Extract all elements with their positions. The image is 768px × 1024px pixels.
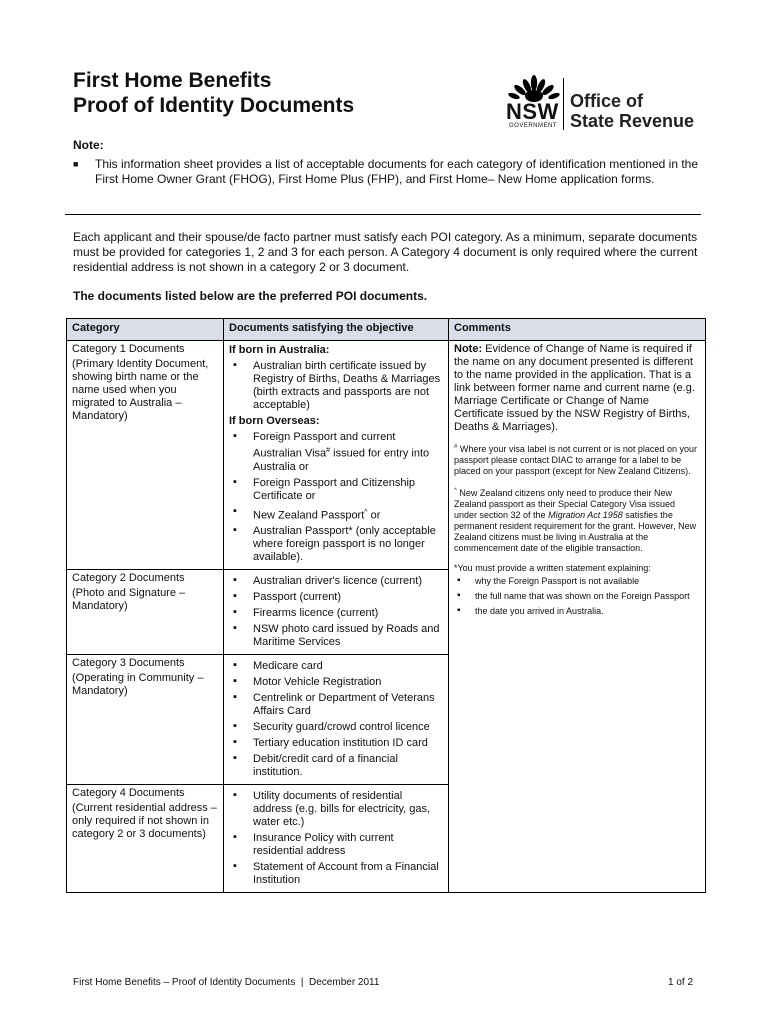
category-2-desc: (Photo and Signature – Mandatory): [72, 587, 186, 613]
preferred-heading: The documents listed below are the preferred POI documents.: [73, 289, 428, 303]
category-2-cell: [67, 570, 224, 655]
comments-cell: [449, 341, 706, 893]
list-item: ▪ Medicare card: [229, 660, 443, 673]
footer-title: First Home Benefits – Proof of Identity Documents | December 2011: [73, 977, 380, 988]
title-line-1: First Home Benefits: [73, 69, 272, 92]
page-number: 1 of 2: [668, 977, 694, 988]
list-item: ▪ the date you arrived in Australia.: [454, 606, 700, 617]
table-header-row: [67, 319, 706, 341]
nsw-osr-logo: [506, 74, 706, 134]
poi-table: [66, 318, 706, 893]
category-2-name: Category 2 Documents: [72, 572, 185, 585]
list-item: ▪ Passport (current): [229, 591, 443, 604]
category-3-docs: [224, 655, 449, 785]
category-4-desc: (Current residential address – only required if not shown in category 2 or 3 documents): [72, 802, 217, 841]
note-text: This information sheet provides a list of acceptable documents for each category of identification mentioned in the First Home Owner Grant (FHOG), First Home Plus (FHP), and First Home– New Home application forms.: [95, 157, 699, 186]
statement-note: *You must provide a written statement explaining:: [454, 563, 651, 573]
category-1-docs: [224, 341, 449, 570]
title-line-2: Proof of Identity Documents: [73, 94, 355, 117]
intro-paragraph: Each applicant and their spouse/de facto partner must satisfy each POI category. As a minimum, separate documents must be provided for categories 1, 2 and 3 for each person. A Category 4 document is only required where the current residential address is not shown in a category 2 or 3 document.: [73, 230, 698, 274]
visa-note: # Where your visa label is not current or is not placed on your passport please contact DIAC to arrange for a label to be placed on your passport (except for New Zealand Citizens).: [454, 444, 697, 476]
category-2-docs: [224, 570, 449, 655]
category-4-name: Category 4 Documents: [72, 787, 185, 800]
category-3-name: Category 3 Documents: [72, 657, 185, 670]
list-item: ▪ Statement of Account from a Financial Institution: [229, 861, 443, 887]
born-australia-heading: If born in Australia:: [229, 344, 330, 356]
bullet-square-icon: ■: [73, 159, 79, 169]
logo-nsw-text: NSW: [506, 99, 559, 124]
category-4-docs: [224, 785, 449, 893]
list-item: ▪ Firearms licence (current): [229, 607, 443, 620]
note-item: [73, 157, 713, 187]
list-item: ▪ New Zealand Passport^ or: [229, 506, 443, 523]
born-overseas-heading: If born Overseas:: [229, 415, 320, 427]
header-documents: Documents satisfying the objective: [224, 319, 449, 341]
change-of-name-note: Note: Evidence of Change of Name is required if the name on any document presented is different to the name provided in the application. That is a link between former name and current name (e.g. Marriage Certificate or Change of Name Certificate issued by the NSW Registry of Births, Deaths & Marriages).: [454, 343, 695, 433]
header-category: Category: [67, 319, 224, 341]
category-4-cell: [67, 785, 224, 893]
logo-osr-text: Office of State Revenue: [570, 91, 695, 131]
list-item: ▪ Australian birth certificate issued by Registry of Births, Deaths & Marriages (birth extracts and passports are not acceptable): [229, 360, 443, 412]
logo-divider: [563, 78, 564, 130]
list-item: ▪ Centrelink or Department of Veterans Affairs Card: [229, 692, 443, 718]
category-3-cell: [67, 655, 224, 785]
list-item: ▪ why the Foreign Passport is not available: [454, 576, 700, 587]
list-item: ▪ Australian driver's licence (current): [229, 575, 443, 588]
category-1-cell: [67, 341, 224, 570]
list-item: ▪ Foreign Passport and current Australian Visa# issued for entry into Australia or: [229, 431, 443, 474]
list-item: ▪ Insurance Policy with current residential address: [229, 832, 443, 858]
list-item: ▪ Utility documents of residential address (e.g. bills for electricity, gas, water etc.): [229, 790, 443, 829]
list-item: ▪ Motor Vehicle Registration: [229, 676, 443, 689]
category-3-desc: (Operating in Community – Mandatory): [72, 672, 204, 698]
divider: [65, 214, 701, 215]
category-1-name: Category 1 Documents: [72, 343, 185, 355]
page-title: [73, 68, 354, 118]
list-item: ▪ Australian Passport* (only acceptable where foreign passport is no longer available).: [229, 525, 443, 564]
table-row-category-1: [67, 341, 706, 570]
list-item: ▪ Security guard/crowd control licence: [229, 721, 443, 734]
list-item: ▪ Tertiary education institution ID card: [229, 737, 443, 750]
note-label: Note:: [73, 138, 104, 152]
category-1-desc: (Primary Identity Document, showing birth name or the name used when you migrated to Australia – Mandatory): [72, 358, 209, 422]
header-comments: Comments: [449, 319, 706, 341]
list-item: ▪ Foreign Passport and Citizenship Certificate or: [229, 477, 443, 503]
list-item: ▪ the full name that was shown on the Foreign Passport: [454, 591, 700, 602]
list-item: ▪ NSW photo card issued by Roads and Maritime Services: [229, 623, 443, 649]
logo-government-text: GOVERNMENT: [509, 123, 558, 129]
nz-note: ^ New Zealand citizens only need to produce their New Zealand passport as their Special Category Visa issued under section 32 of the Migration Act 1958 satisfies the permanent resident requirement for the grant. However, New Zealand citizens must be living in Australia at the commencement date of the eligible transaction.: [454, 488, 697, 553]
list-item: ▪ Debit/credit card of a financial institution.: [229, 753, 443, 779]
